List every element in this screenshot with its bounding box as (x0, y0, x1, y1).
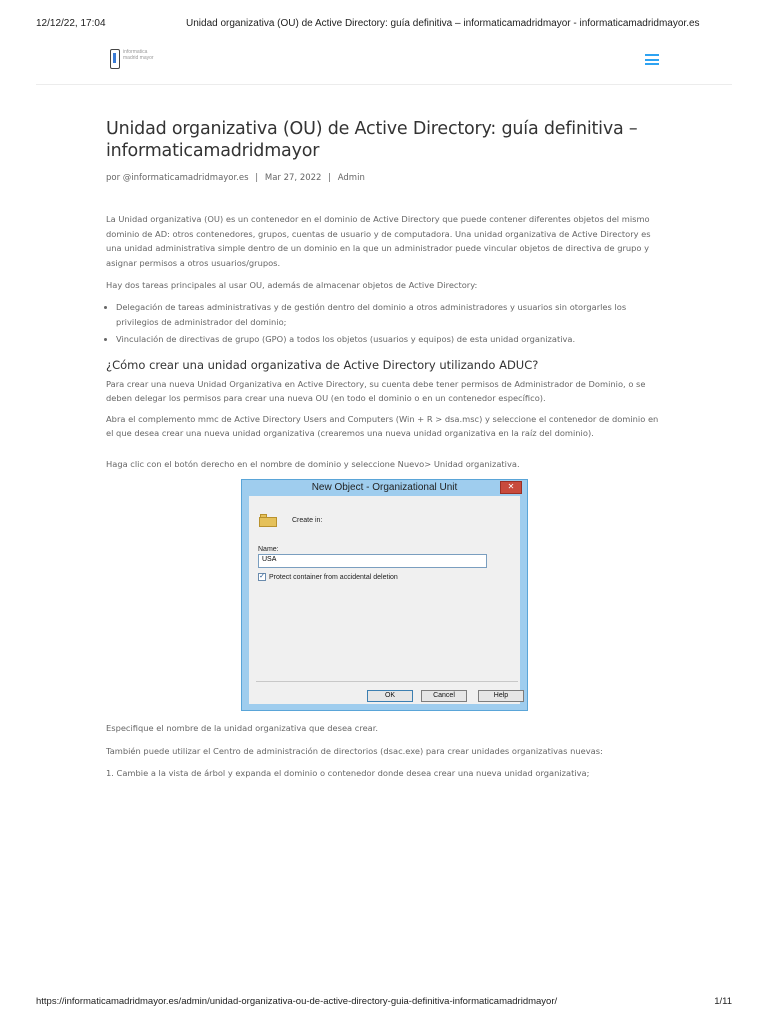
dialog-divider (256, 681, 518, 682)
article (106, 118, 662, 781)
site-header (36, 40, 732, 85)
meta-date: Mar 27, 2022 (264, 173, 322, 183)
paragraph-dsac: También puede utilizar el Centro de administración de directorios (dsac.exe) para crear unidades organizativas nuevas: (106, 745, 603, 756)
meta-separator: | (328, 173, 332, 183)
print-footer (0, 996, 768, 1010)
protect-checkbox-row[interactable] (258, 573, 398, 581)
dialog-client-area (249, 496, 520, 704)
print-datetime: 12/12/22, 17:04 (36, 18, 106, 29)
logo-text: informatica madrid mayor (123, 49, 154, 61)
page-number: 1/11 (714, 996, 732, 1007)
paragraph-open-snapin: Abra el complemento mmc de Active Directory Users and Computers (Win + R > dsa.msc) y seleccione el contenedor de dominio en el que desea crear una nueva unidad organizativa (crearemos una nueva unidad organizativa en la raíz del dominio). (106, 413, 659, 438)
name-label: Name: (258, 546, 279, 553)
paragraph-specify-name: Especifique el nombre de la unidad organizativa que desea crear. (106, 723, 379, 733)
ok-button[interactable]: OK (367, 690, 413, 702)
meta-separator: | (255, 173, 259, 183)
create-in-label: Create in: (292, 517, 323, 524)
paragraph-permissions: Para crear una nueva Unidad Organizativa en Active Directory, su cuenta debe tener permisos de Administrador de Dominio, o se deben delegar los permisos para crear una nueva OU (en todo el dominio o en un contenedor específico). (106, 378, 646, 403)
paragraph-step-1: 1. Cambie a la vista de árbol y expanda el dominio o contenedor donde desea crear una nueva unidad organizativa; (106, 768, 590, 778)
meta-author-link[interactable]: @informaticamadridmayor.es (122, 173, 249, 183)
list-item: • Delegación de tareas administrativas y de gestión dentro del dominio a otros administradores y usuarios sin otorgarles los privilegios de administrador del dominio; (116, 300, 662, 330)
phone-logo-icon (110, 49, 120, 69)
folder-icon (259, 514, 277, 527)
meta-category-link[interactable]: Admin (337, 173, 365, 183)
print-header (0, 18, 768, 32)
paragraph-right-click: Haga clic con el botón derecho en el nombre de dominio y seleccione Nuevo> Unidad organizativa. (106, 458, 520, 469)
protect-checkbox[interactable]: ✓ (259, 573, 265, 580)
article-meta (106, 172, 662, 184)
print-title: Unidad organizativa (OU) de Active Directory: guía definitiva – informaticamadridmayor - informaticamadridmayor.es (186, 18, 700, 29)
paragraph-intro: La Unidad organizativa (OU) es un contenedor en el dominio de Active Directory que puede contener diferentes objetos del mismo dominio de AD: otros contenedores, grupos, cuentas de usuario y de computadora. Una unidad organizativa de Active Directory es una unidad administrativa simple dentro de un dominio en la que un administrador puede vincular objetos de directiva de grupo y asignar permisos a otros usuarios/grupos. (106, 214, 651, 268)
close-icon[interactable]: ✕ (500, 481, 522, 494)
dialog-screenshot (241, 479, 528, 711)
article-title: Unidad organizativa (OU) de Active Directory: guía definitiva – informaticamadridmayor (106, 119, 638, 161)
paragraph-tasks: Hay dos tareas principales al usar OU, además de almacenar objetos de Active Directory: (106, 280, 478, 290)
protect-label: Protect container from accidental deletion (269, 573, 398, 581)
help-button[interactable]: Help (478, 690, 524, 702)
name-input[interactable]: USA (258, 554, 487, 568)
list-item: • Vinculación de directivas de grupo (GPO) a todos los objetos (usuarios y equipos) de esta unidad organizativa. (116, 332, 662, 347)
site-logo[interactable] (110, 48, 160, 76)
dialog-title: New Object - Organizational Unit (311, 482, 458, 493)
section-heading: ¿Cómo crear una unidad organizativa de Active Directory utilizando ADUC? (106, 357, 539, 372)
meta-prefix: por (106, 173, 121, 183)
hamburger-menu-icon[interactable] (645, 54, 659, 65)
tasks-list (106, 300, 662, 347)
print-url: https://informaticamadridmayor.es/admin/unidad-organizativa-ou-de-active-directory-guia-definitiva-informaticamadridmayor/ (36, 996, 558, 1007)
cancel-button[interactable]: Cancel (421, 690, 467, 702)
